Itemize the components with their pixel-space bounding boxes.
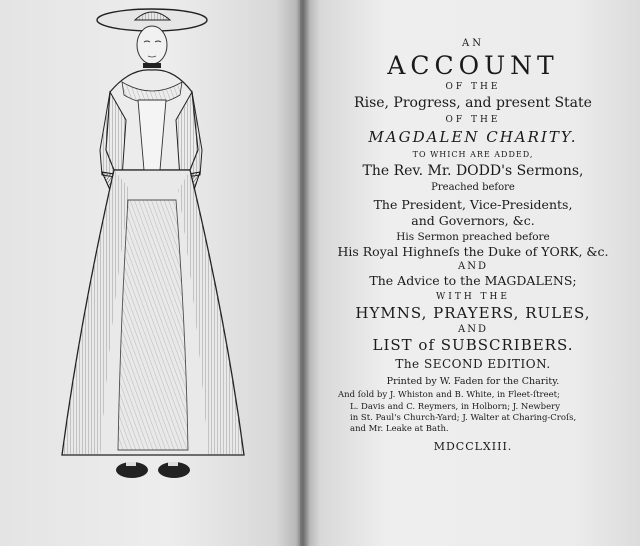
imprint-line: L. Davis and C. Reymers, in Holborn; J. Newbery bbox=[350, 401, 560, 412]
title-an: AN bbox=[462, 38, 484, 49]
title-edition: The SECOND EDITION. bbox=[395, 356, 551, 371]
title-list-subscribers: LIST of SUBSCRIBERS. bbox=[372, 336, 574, 355]
title-to-which-added: TO WHICH ARE ADDED, bbox=[412, 150, 534, 160]
title-rise-progress: Rise, Progress, and present State bbox=[354, 95, 592, 112]
title-date: MDCCLXIII. bbox=[433, 439, 513, 453]
title-duke-of-york: His Royal Highneſs the Duke of YORK, &c. bbox=[337, 244, 609, 260]
title-of-the-1: OF THE bbox=[445, 81, 501, 92]
frontispiece-page bbox=[0, 0, 306, 546]
title-his-sermon: His Sermon preached before bbox=[396, 230, 550, 243]
title-and-2: AND bbox=[458, 324, 488, 336]
title-and-1: AND bbox=[458, 261, 488, 273]
title-dodd-sermons: The Rev. Mr. DODD's Sermons, bbox=[362, 162, 584, 179]
title-hymns: HYMNS, PRAYERS, RULES, bbox=[355, 303, 591, 322]
imprint-line: And ſold by J. Whiston and B. White, in Fleet-ſtreet; bbox=[338, 390, 560, 401]
title-with-the: WITH THE bbox=[436, 291, 510, 302]
imprint-block bbox=[310, 391, 636, 434]
title-preached-before: Preached before bbox=[431, 182, 515, 194]
book-gutter bbox=[296, 0, 310, 546]
title-account: ACCOUNT bbox=[387, 51, 559, 80]
title-printed-by: Printed by W. Faden for the Charity. bbox=[386, 375, 560, 387]
imprint-line: in St. Paul's Church-Yard; J. Walter at Charing-Croſs, bbox=[350, 413, 577, 424]
title-of-the-2: OF THE bbox=[445, 114, 501, 125]
title-governors: and Governors, &c. bbox=[411, 213, 535, 229]
title-president: The President, Vice-Presidents, bbox=[373, 197, 573, 213]
title-magdalen-charity: MAGDALEN CHARITY. bbox=[368, 127, 578, 146]
title-text-block bbox=[310, 38, 636, 453]
imprint-line: and Mr. Leake at Bath. bbox=[350, 424, 449, 435]
magdalen-engraving bbox=[40, 0, 270, 500]
title-advice: The Advice to the MAGDALENS; bbox=[369, 273, 577, 289]
